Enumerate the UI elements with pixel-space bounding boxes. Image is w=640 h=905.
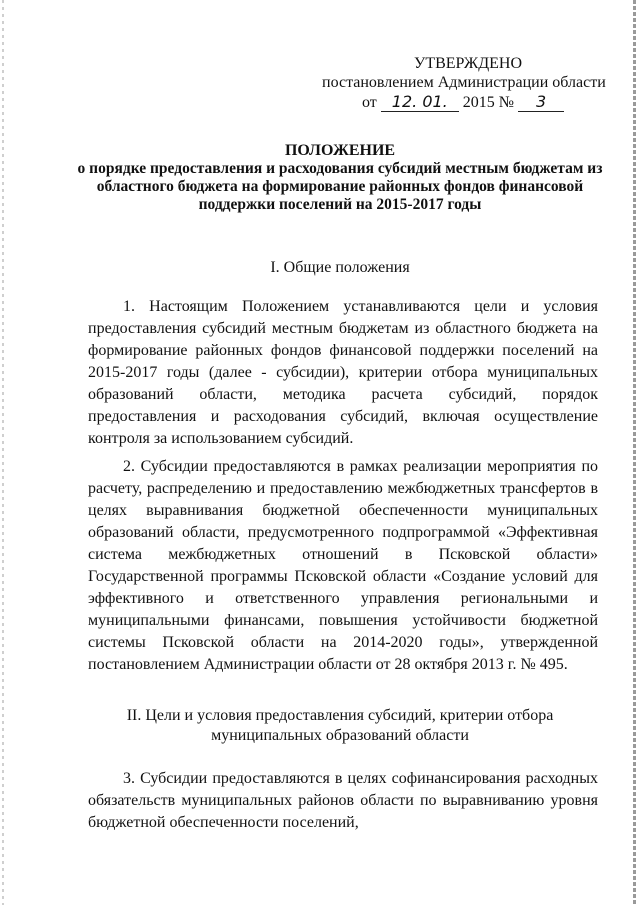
approved-by-line: постановлением Администрации области <box>322 74 606 91</box>
date-prefix: от <box>362 94 377 111</box>
paragraph-2: 2. Субсидии предоставляются в рамках реализации мероприятия по расчету, распределению и предоставлению межбюджетных трансфертов в целях выравнивания бюджетной обеспеченности муниципальных образований области, предусмотренного подпрограммой «Эффективная система межбюджетных отношений в Псковской области» Государственной программы Псковской области «Создание условий для эффективного и ответственного управления региональными и муниципальными финансами, повышения устойчивости бюджетной системы Псковской области на 2014-2020 годы», утвержденной постановлением Администрации области от 28 октября 2013 г. № 495. <box>88 458 598 673</box>
year-number-label: 2015 № <box>462 94 515 111</box>
title-heading: ПОЛОЖЕНИЕ <box>284 142 396 159</box>
handwritten-number: 3 <box>518 92 564 112</box>
document-title <box>70 142 610 214</box>
handwritten-date: 12. 01. <box>381 92 459 112</box>
scan-edge-right <box>633 0 636 905</box>
approval-stamp <box>322 54 606 112</box>
section-heading-1: I. Общие положения <box>270 259 410 276</box>
approval-date-line <box>322 92 602 112</box>
paragraph-1: 1. Настоящим Положением устанавливаются цели и условия предоставления субсидий местным бюджетам из областного бюджета на формирование районных фондов финансовой поддержки поселений на 2015-2017 годы (далее - субсидии), критерии отбора муниципальных образований области, методика расчета субсидий, порядок предоставления и расходования субсидий, включая осуществление контроля за использованием субсидий. <box>88 298 598 447</box>
title-subtitle: о порядке предоставления и расходования субсидий местным бюджетам из областного бюджета на формирование районных фондов финансовой поддержки поселений на 2015-2017 годы <box>77 160 603 213</box>
approved-label: УТВЕРЖДЕНО <box>414 55 523 72</box>
paragraph-3: 3. Субсидии предоставляются в целях софинансирования расходных обязательств муниципальных районов области по выравниванию уровня бюджетной обеспеченности поселений, <box>88 770 598 831</box>
scan-edge-left <box>2 0 4 905</box>
section-heading-2: II. Цели и условия предоставления субсидий, критерии отбора муниципальных образований области <box>126 707 554 744</box>
